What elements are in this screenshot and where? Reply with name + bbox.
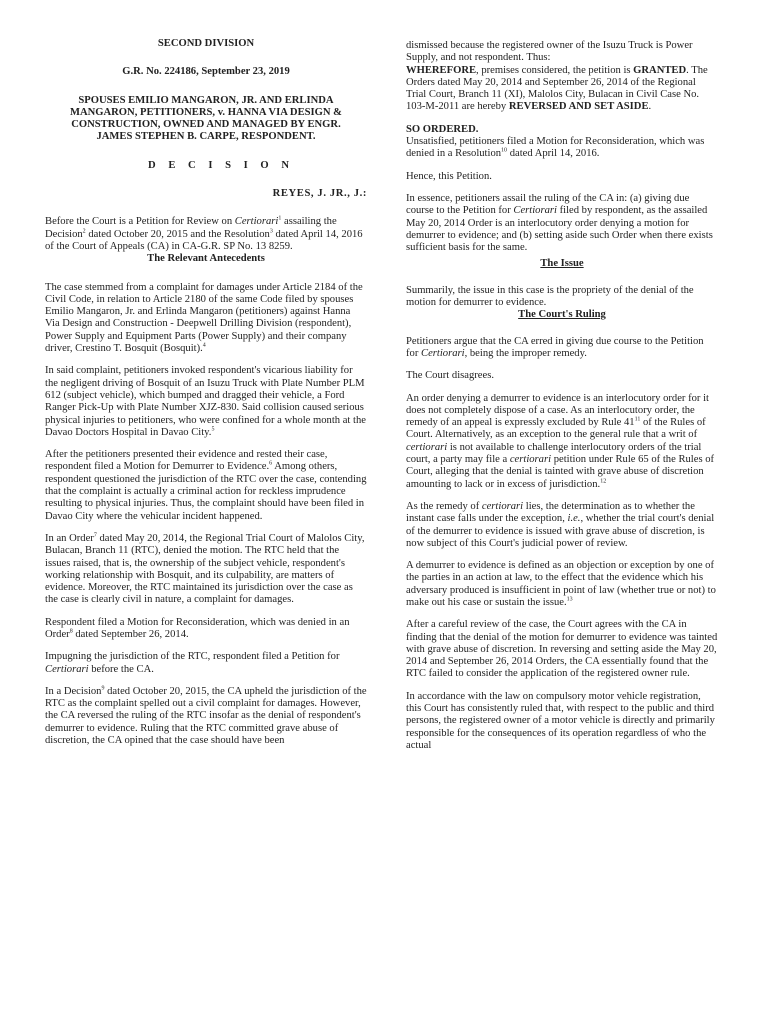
case-number: G.R. No. 224186, September 23, 2019	[122, 66, 290, 78]
right-column	[406, 40, 718, 762]
paragraph: In essence, petitioners assail the ruling of the CA in: (a) giving due course to the Petition for Certiorari filed by respondent, as the assailed May 20, 2014 Order is an interlocutory order denying a motion for demurrer to evidence; and (b) setting aside such Order when there exists sufficient basis for the same.	[406, 192, 713, 254]
division-heading: SECOND DIVISION	[157, 38, 255, 49]
decision-heading: D E C I S I O N	[148, 159, 294, 171]
paragraph: Impugning the jurisdiction of the RTC, respondent filed a Petition for Certiorari before the CA.	[45, 651, 340, 675]
paragraph: Summarily, the issue in this case is the propriety of the denial of the motion for demurrer to evidence.	[406, 284, 694, 309]
so-ordered: SO ORDERED.	[406, 123, 479, 135]
left-column	[45, 38, 367, 757]
paragraph: In an Order$^7$ dated May 20, 2014, the Regional Trial Court of Malolos City, Bulacan, Branch 11 (RTC), denied the motion. The RTC held that the issues raised, that is, the ownership of the subject vehicle, respondent's working relationship with Bosquit, and its culpability, are matters of evidence. Moreover, the RTC maintained its jurisdiction over the case as the case is clearly civil in nature, a complaint for damages.	[45, 532, 365, 606]
section-heading-antecedents: The Relevant Antecedents	[147, 253, 265, 265]
paragraph: In accordance with the law on compulsory motor vehicle registration, this Court has consistently ruled that, with respect to the public and third persons, the registered owner of a motor vehicle is directly and primarily responsible for the consequences of its operation regardless of who the actual	[406, 690, 715, 751]
paragraph: Hence, this Petition.	[406, 170, 492, 182]
paragraph: In said complaint, petitioners invoked respondent's vicarious liability for the negligent driving of Bosquit of an Isuzu Truck with Plate Number PLM 612 (subject vehicle), which bumped and dragged their vehicle, a Ford Ranger Pick-Up with Plate Number XJZ-830. Said collision caused serious physical injuries to petitioners, who were confined for a whole month at the Davao Doctors Hospital in Davao City.$^5$	[45, 365, 366, 438]
paragraph: Petitioners argue that the CA erred in giving due course to the Petition for Certiorari, being the improper remedy.	[406, 335, 704, 359]
paragraph: In a Decision$^9$ dated October 20, 2015, the CA upheld the jurisdiction of the RTC as the complaint spelled out a civil complaint for damages. However, the CA reversed the ruling of the RTC insofar as the denial of respondent's demurrer to evidence. Ruling that the RTC committed grave abuse of discretion, the CA opined that the case should have been	[45, 685, 367, 747]
quoted-dispositive: WHEREFORE, premises considered, the petition is GRANTED. The Orders dated May 20, 2014 and September 26, 2014 of the Regional Trial Court, Branch 11 (XI), Malolos City, Bulacan in Civil Case No. 103-M-2011 are hereby REVERSED AND SET ASIDE.	[406, 64, 708, 113]
paragraph-intro: Before the Court is a Petition for Review on Certiorari$^1$ assailing the Decision$^2$ dated October 20, 2015 and the Resolution$^3$ dated April 14, 2016 of the Court of Appeals (CA) in CA-G.R. SP No. 13 8259.	[45, 215, 363, 252]
paragraph: The Court disagrees.	[406, 370, 494, 382]
paragraph: After the petitioners presented their evidence and rested their case, respondent filed a Motion for Demurrer to Evidence.$^6$ Among others, respondent questioned the jurisdiction of the RTC over the case, contending that the complaint is actually a criminal action for reckless imprudence resulting to physical injuries. Thus, the complaint should have been filed in Davao City where the vehicular incident happened.	[45, 449, 367, 522]
paragraph: Unsatisfied, petitioners filed a Motion for Reconsideration, which was denied in a Resolution$^{10}$ dated April 14, 2016.	[406, 136, 705, 160]
case-parties: SPOUSES EMILIO MANGARON, JR. AND ERLINDA MANGARON, PETITIONERS, v. HANNA VIA DESIGN & CONSTRUCTION, OWNED AND MANAGED BY ENGR. JAMES STEPHEN B. CARPE, RESPONDENT.	[69, 94, 343, 143]
section-heading-ruling: The Court's Ruling	[518, 309, 606, 321]
section-heading-issue: The Issue	[540, 258, 584, 270]
paragraph: An order denying a demurrer to evidence is an interlocutory order for it does not completely dispose of a case. As an interlocutory order, the remedy of an appeal is expressly excluded by Rule $41^{11}$ of the Rules of Court. Alternatively, as an exception to the general rule that a writ of certiorari is not available to challenge interlocutory orders of the trial court, a party may file a certiorari petition under Rule 65 of the Rules of Court, alleging that the denial is tainted with grave abuse of discretion amounting to lack or in excess of jurisdiction.$^{12}$	[406, 392, 715, 490]
paragraph: After a careful review of the case, the Court agrees with the CA in finding that the denial of the motion for demurrer to evidence was tainted with grave abuse of discretion. In reversing and setting aside the May 20, 2014 and September 26, 2014 Orders, the CA essentially found that the RTC failed to consider the application of the registered owner rule.	[406, 619, 718, 680]
paragraph: dismissed because the registered owner of the Isuzu Truck is Power Supply, and not respondent. Thus:	[406, 40, 693, 64]
ponente: REYES, J. JR., J.:	[272, 188, 367, 200]
paragraph: A demurrer to evidence is defined as an objection or exception by one of the parties in an action at law, to the effect that the evidence which his adversary produced is insufficient in point of law (whether true or not) to make out his case or sustain the issue.$^{13}$	[406, 560, 716, 608]
paragraph: The case stemmed from a complaint for damages under Article 2184 of the Civil Code, in relation to Article 2180 of the same Code filed by spouses Emilio Mangaron, Jr. and Erlinda Mangaron (petitioners) against Hanna Via Design and Construction - Deepwell Drilling Division (respondent), Power Supply and Equipment Parts (Power Supply) and their company driver, Crestino T. Bosquit (Bosquit).$^4$	[45, 281, 363, 355]
paragraph: As the remedy of certiorari lies, the determination as to whether the instant case falls under the exception, i.e., whether the trial court's denial of the demurrer to evidence is issued with grave abuse of discretion, is now subject of this Court's judicial power of review.	[406, 500, 715, 549]
paragraph: Respondent filed a Motion for Reconsideration, which was denied in an Order$^8$ dated September 26, 2014.	[45, 616, 350, 640]
